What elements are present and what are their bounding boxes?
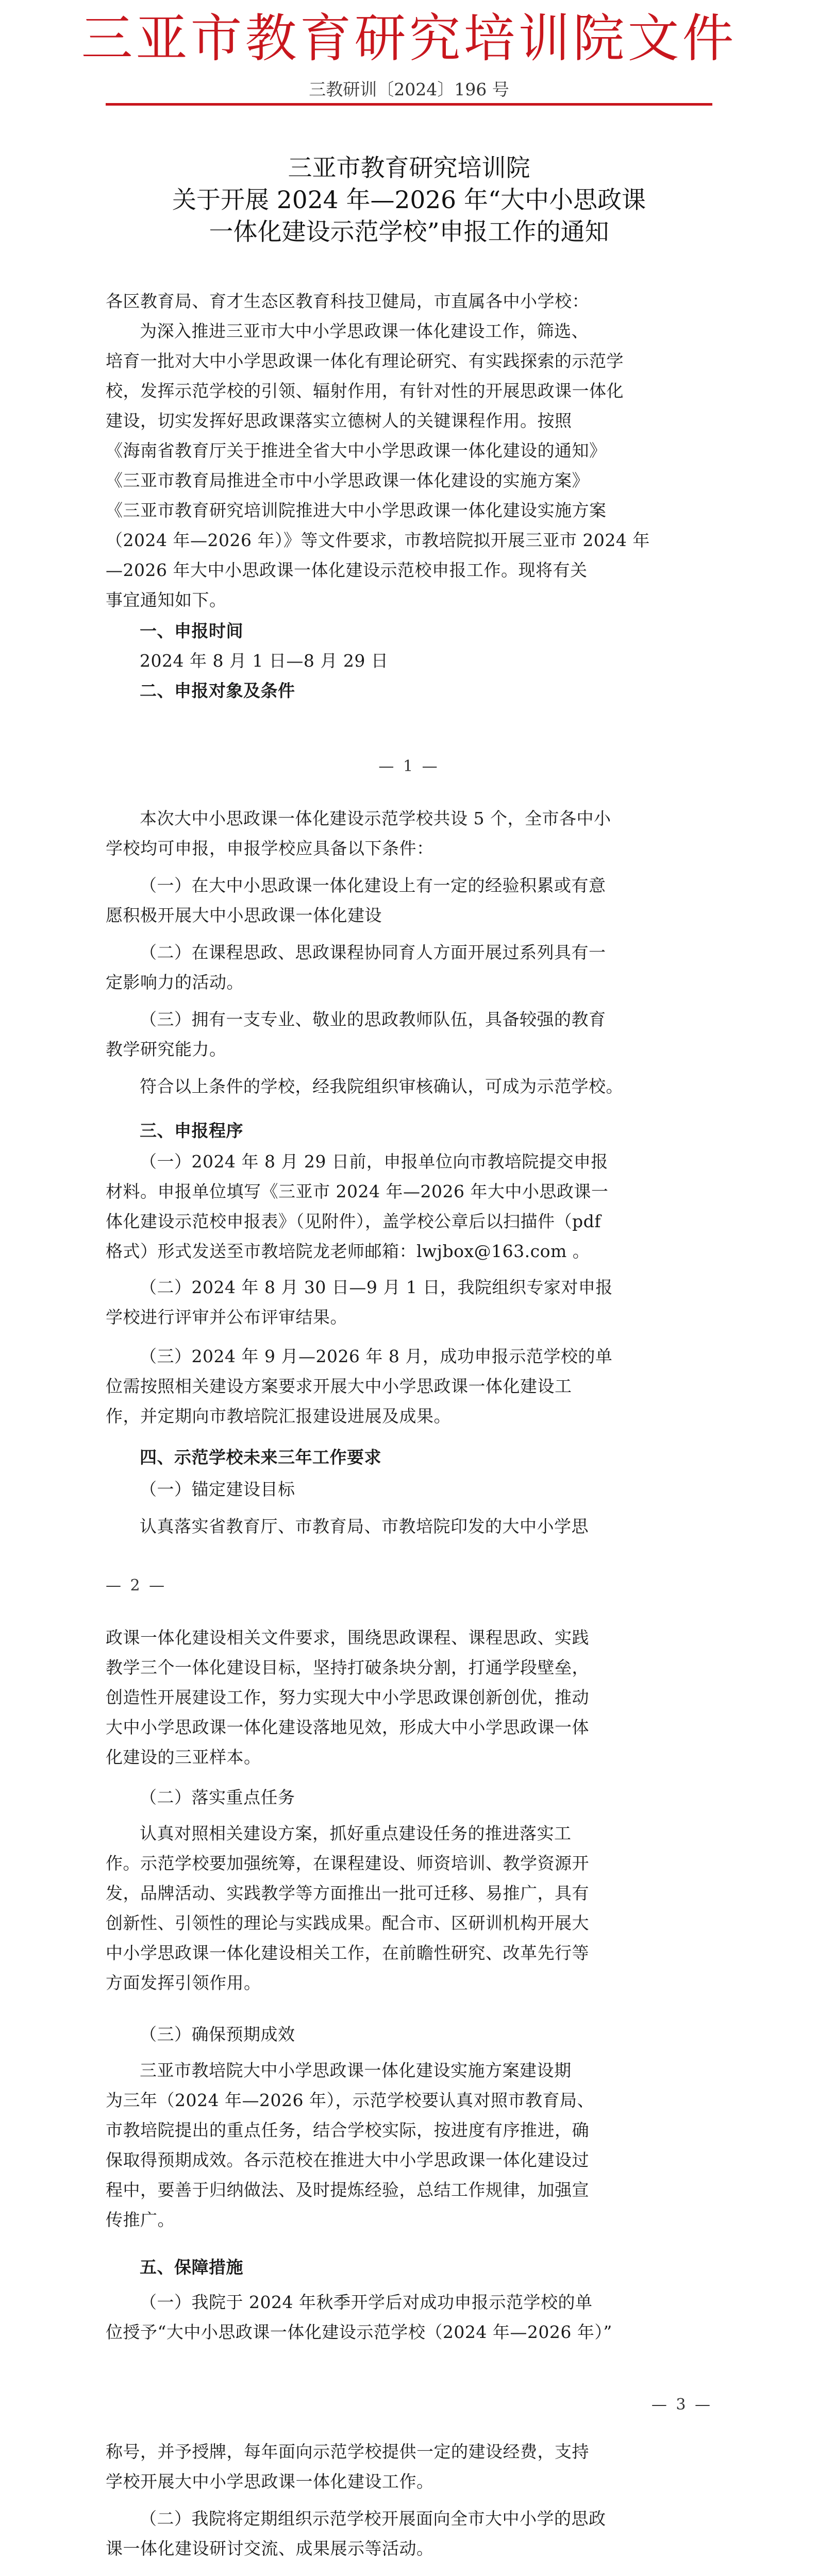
section-4-heading: 四、示范学校未来三年工作要求 — [140, 1447, 381, 1467]
intro-line: （2024 年—2026 年）》等文件要求，市教培院拟开展三亚市 2024 年 — [106, 530, 650, 550]
sub-3-line: 保取得预期成效。各示范校在推进大中小学思政课一体化建设过 — [106, 2150, 589, 2170]
intro-line: 《三亚市教育局推进全市中小学思政课一体化建设的实施方案》 — [106, 470, 589, 490]
sub-1-line: 教学三个一体化建设目标，坚持打破条块分割，打通学段壁垒， — [106, 1657, 589, 1677]
document-number: 三教研训〔2024〕196 号 — [309, 79, 509, 99]
intro-line: —2026 年大中小思政课一体化建设示范校申报工作。现将有关 — [106, 560, 588, 580]
procedure-line: 体化建设示范校申报表》（见附件），盖学校公章后以扫描件（pdf — [106, 1211, 601, 1231]
intro-line: 培育一批对大中小学思政课一体化有理论研究、有实践探索的示范学 — [106, 351, 624, 371]
condition-line: （一）在大中小思政课一体化建设上有一定的经验积累或有意 — [140, 875, 606, 895]
procedure-3 — [106, 1342, 714, 1431]
procedure-line: 学校进行评审并公布评审结果。 — [106, 1307, 347, 1327]
procedure-line: 位需按照相关建设方案要求开展大中小学思政课一体化建设工 — [106, 1376, 572, 1396]
section-2-intro-line: 学校均可申报，申报学校应具备以下条件： — [106, 838, 434, 858]
page-number-3: — 3 — — [651, 2396, 712, 2414]
sub-1-line: 大中小学思政课一体化建设落地见效，形成大中小学思政课一体 — [106, 1717, 589, 1737]
procedure-2 — [106, 1273, 714, 1332]
document-header-title: 三亚市教育研究培训院文件 — [81, 8, 737, 69]
sub-2-body — [106, 1819, 714, 1998]
section-1-body: 2024 年 8 月 1 日—8 月 29 日 — [140, 651, 389, 671]
sub-1-line: 创造性开展建设工作，努力实现大中小学思政课创新创优，推动 — [106, 1687, 589, 1707]
sub-2-line: 作。示范学校要加强统筹，在课程建设、师资培训、教学资源开 — [106, 1853, 589, 1873]
procedure-line: 格式）形式发送至市教培院龙老师邮箱：lwjbox@163.com 。 — [106, 1241, 590, 1261]
intro-line: 校，发挥示范学校的引领、辐射作用，有针对性的开展思政课一体化 — [106, 381, 624, 401]
sub-3-title: （三）确保预期成效 — [140, 2024, 295, 2044]
intro-line: 为深入推进三亚市大中小学思政课一体化建设工作，筛选、 — [140, 321, 589, 341]
notice-title-line-3: 一体化建设示范学校”申报工作的通知 — [209, 218, 609, 246]
section-1-heading: 一、申报时间 — [140, 621, 243, 641]
support-line: 学校开展大中小学思政课一体化建设工作。 — [106, 2471, 434, 2492]
condition-line: 教学研究能力。 — [106, 1039, 227, 1059]
sub-1-line: 认真落实省教育厅、市教育局、市教培院印发的大中小学思 — [140, 1516, 589, 1536]
conditions-closing: 符合以上条件的学校，经我院组织审核确认，可成为示范学校。 — [140, 1076, 623, 1096]
intro-line: 事宜通知如下。 — [106, 590, 227, 610]
sub-3-body — [106, 2056, 714, 2235]
condition-2 — [106, 938, 714, 997]
sub-1-line: 政课一体化建设相关文件要求，围绕思政课程、课程思政、实践 — [106, 1628, 589, 1648]
sub-3-line: 程中，要善于归纳做法、及时提炼经验，总结工作规律，加强宣 — [106, 2180, 589, 2200]
page-number-2: — 2 — — [106, 1577, 167, 1595]
support-line — [106, 2571, 714, 2576]
procedure-line: （三）2024 年 9 月—2026 年 8 月，成功申报示范学校的单 — [140, 1346, 613, 1366]
sub-2-line: 中小学思政课一体化建设相关工作，在前瞻性研究、改革先行等 — [106, 1943, 589, 1963]
section-3-heading: 三、申报程序 — [140, 1121, 243, 1141]
condition-line: （三）拥有一支专业、敬业的思政教师队伍，具备较强的教育 — [140, 1009, 606, 1029]
support-line: （二）我院将定期组织示范学校开展面向全市大中小学的思政 — [140, 2509, 606, 2529]
sub-2-line: 发，品牌活动、实践教学等方面推出一批可迁移、易推广，具有 — [106, 1883, 589, 1903]
sub-1-title: （一）锚定建设目标 — [140, 1479, 295, 1499]
condition-line: （二）在课程思政、思政课程协同育人方面开展过系列具有一 — [140, 942, 606, 962]
procedure-line: 作，并定期向市教培院汇报建设进展及成果。 — [106, 1406, 451, 1426]
support-1-part-2 — [106, 2437, 714, 2497]
support-line: （一）我院于 2024 年秋季开学后对成功申报示范学校的单 — [140, 2292, 593, 2312]
condition-1 — [106, 871, 714, 930]
support-3 — [106, 2571, 714, 2576]
sub-2-line: 创新性、引领性的理论与实践成果。配合市、区研训机构开展大 — [106, 1913, 589, 1933]
sub-2-title: （二）落实重点任务 — [140, 1787, 295, 1807]
notice-title-line-2: 关于开展 2024 年—2026 年“大中小思政课 — [172, 186, 646, 214]
sub-3-line: 三亚市教培院大中小学思政课一体化建设实施方案建设期 — [140, 2060, 572, 2080]
section-2-intro — [106, 804, 714, 863]
sub-3-line: 市教培院提出的重点任务，结合学校实际，按进度有序推进，确 — [106, 2120, 589, 2140]
condition-3 — [106, 1005, 714, 1064]
procedure-1 — [106, 1147, 714, 1266]
procedure-line: （一）2024 年 8 月 29 日前，申报单位向市教培院提交申报 — [140, 1151, 608, 1172]
intro-line: 《三亚市教育研究培训院推进大中小学思政课一体化建设实施方案 — [106, 500, 607, 520]
section-2-heading: 二、申报对象及条件 — [140, 681, 295, 701]
support-2 — [106, 2504, 714, 2564]
procedure-line: 材料。申报单位填写《三亚市 2024 年—2026 年大中小思政课一 — [106, 1181, 609, 1201]
condition-line: 愿积极开展大中小思政课一体化建设 — [106, 905, 382, 925]
support-line: 位授予“大中小思政课一体化建设示范学校（2024 年—2026 年）” — [106, 2322, 612, 2342]
procedure-line: （二）2024 年 8 月 30 日—9 月 1 日，我院组织专家对申报 — [140, 1277, 613, 1297]
notice-title-line-1: 三亚市教育研究培训院 — [288, 154, 530, 182]
support-line: 课一体化建设研讨交流、成果展示等活动。 — [106, 2538, 434, 2558]
support-1-part-1 — [106, 2287, 714, 2347]
page-number-1: — 1 — — [378, 757, 440, 775]
condition-line: 定影响力的活动。 — [106, 972, 244, 992]
sub-1-line: 化建设的三亚样本。 — [106, 1747, 261, 1767]
sub-2-line: 认真对照相关建设方案，抓好重点建设任务的推进落实工 — [140, 1823, 572, 1843]
section-2-intro-line: 本次大中小思政课一体化建设示范学校共设 5 个，全市各中小 — [140, 808, 611, 828]
sub-3-line: 为三年（2024 年—2026 年），示范学校要认真对照市教育局、 — [106, 2090, 594, 2110]
sub-2-line: 方面发挥引领作用。 — [106, 1973, 261, 1993]
section-5-heading: 五、保障措施 — [140, 2257, 243, 2277]
addressee: 各区教育局、育才生态区教育科技卫健局，市直属各中小学校： — [106, 291, 589, 311]
support-line: 称号，并予授牌，每年面向示范学校提供一定的建设经费，支持 — [106, 2442, 589, 2462]
sub-3-line: 传推广。 — [106, 2210, 175, 2230]
intro-paragraph — [106, 316, 714, 615]
header-red-rule — [106, 103, 712, 106]
sub-1-body — [106, 1623, 714, 1772]
intro-line: 《海南省教育厅关于推进全省大中小学思政课一体化建设的通知》 — [106, 440, 607, 461]
intro-line: 建设，切实发挥好思政课落实立德树人的关键课程作用。按照 — [106, 411, 572, 431]
